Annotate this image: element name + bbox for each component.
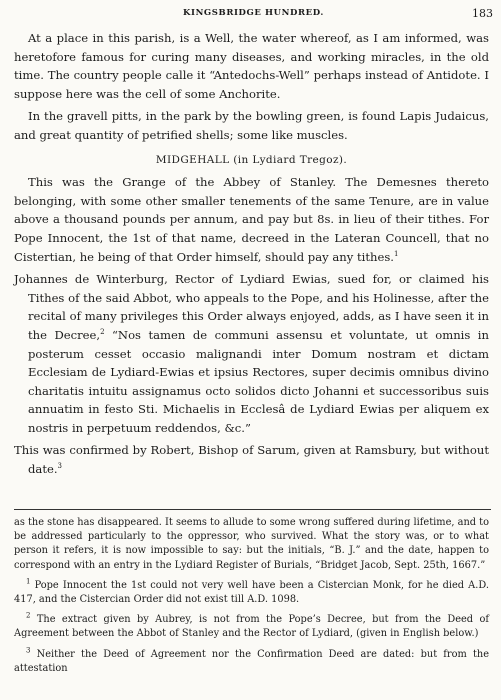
- footnote-1: [14, 579, 489, 607]
- footnote-1-mark: 1: [26, 577, 31, 586]
- paragraph-gravell-pitts: In the gravell pitts, in the park by the bowling green, is found Lapis Judaicus, and great quantity of petrified shells; some like muscles.: [14, 109, 489, 142]
- running-head: [14, 8, 493, 22]
- paragraph-winterburg-text: Johannes de Winterburg, Rector of Lydiard Ewias, sued for, or claimed his Tithes of the said Abbot, who appeals to the Pope, and his Holinesse, after the recital of many privileges this Order always enjoyed, adds, as I have seen it in the Decree,: [14, 272, 489, 342]
- footnote-rule: [14, 509, 491, 510]
- footnote-1-text: Pope Innocent the 1st could not very well have been a Cistercian Monk, for he died A.D. 417, and the Cistercian Order did not exist till A.D. 1098.: [14, 579, 489, 606]
- paragraph-grange-text: This was the Grange of the Abbey of Stanley. The Demesnes thereto belonging, with some other smaller tenements of the same Tenure, are in value above a thousand pounds per annum, and pay but 8s. in lieu of their tithes. For Pope Innocent, the 1st of that name, decreed in the Lateran Councell, that no Cistertian, he being of that Order himself, should pay any tithes.: [14, 175, 489, 264]
- footnote-ref-2: 2: [100, 328, 105, 337]
- paragraph-confirmation: [14, 441, 489, 478]
- footnote-2-mark: 2: [26, 611, 31, 620]
- main-text: [14, 29, 489, 483]
- paragraph-confirmation-text: This was confirmed by Robert, Bishop of Sarum, given at Ramsbury, but without date.: [14, 443, 489, 477]
- paragraph-winterburg: [14, 270, 489, 437]
- footnote-ref-3: 3: [57, 462, 63, 471]
- paragraph-well: At a place in this parish, is a Well, the water whereof, as I am informed, was heretofore famous for curing many diseases, and working miracles, in the old time. The country people calle it “Antedochs-Well” perhaps instead of Antidote. I suppose here was the cell of some Anchorite.: [14, 31, 489, 101]
- footnote-continuation: as the stone has disappeared. It seems to allude to some wrong suffered during lifetime, and to be addressed particularly to the oppressor, who survived. What the story was, or to what person it refers, it is now impossible to say: but the initials, “B. J.” and the date, happen to correspond with an entry in the Lydiard Register of Burials, “Bridget Jacob, Sept. 25th, 1667.”: [14, 517, 489, 571]
- footnote-2-text: The extract given by Aubrey, is not from the Pope’s Decree, but from the Deed of Agreement between the Abbot of Stanley and the Rector of Lydiard, (given in English below.): [14, 614, 489, 640]
- footnotes: [14, 516, 489, 682]
- footnote-3-text: Neither the Deed of Agreement nor the Confirmation Deed are dated: but from the attestation: [14, 648, 489, 674]
- running-title: KINGSBRIDGE HUNDRED.: [183, 8, 324, 18]
- footnote-3-mark: 3: [26, 646, 31, 655]
- page-number: 183: [472, 7, 493, 20]
- footnote-3: [14, 648, 489, 676]
- footnote-2: [14, 613, 489, 641]
- latin-quotation: “Nos tamen de communi assensu et voluntate, ut omnis in posterum cesset occasio malignandi inter Domum nostram et dictam Ecclesiam de Lydiard-Ewias et ipsius Rectores, super decimis omnibus divino charitatis intuitu assignamus octo solidos dicto Johanni et successoribus suis annuatim in festo Sti. Michaelis in Ecclesâ de Lydiard Ewias per aliquem ex nostris in perpetuum reddendos, &c.”: [28, 327, 489, 435]
- section-heading-midgehall: MIDGEHALL (in Lydiard Tregoz).: [155, 153, 348, 166]
- paragraph-grange: [14, 173, 489, 266]
- footnote-ref-1: 1: [393, 249, 399, 258]
